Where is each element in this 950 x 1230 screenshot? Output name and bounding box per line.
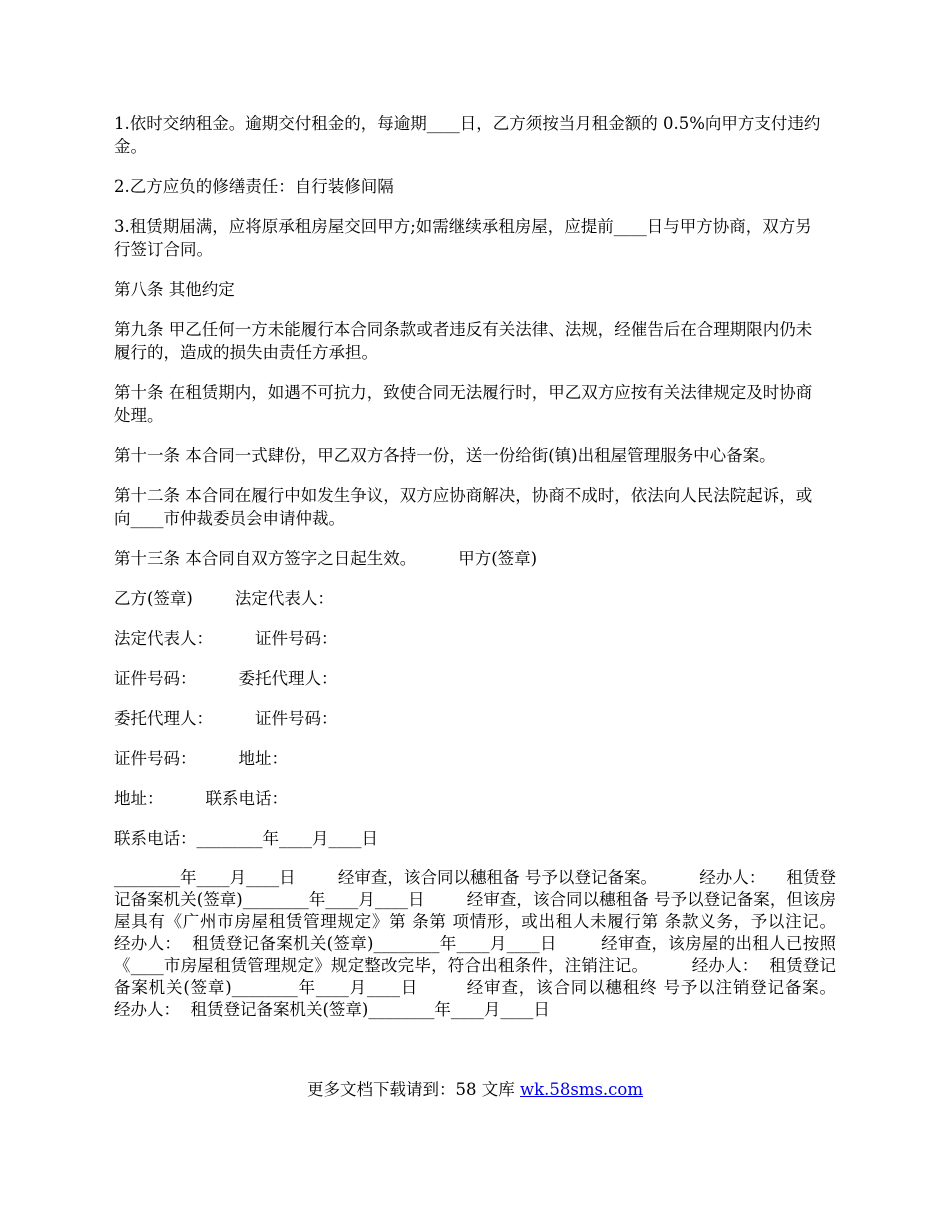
- signature-line: 乙方(签章) 法定代表人：: [114, 589, 334, 608]
- signature-line: 证件号码： 委托代理人：: [114, 669, 338, 688]
- footer-text: 更多文档下载请到：58 文库: [306, 1080, 520, 1099]
- signature-line: 证件号码： 地址：: [114, 749, 288, 768]
- clause-paragraph: 第九条 甲乙任何一方未能履行本合同条款或者违反有关法律、法规，经催告后在合理期限内仍未履行的，造成的损失由责任方承担。: [114, 320, 813, 362]
- signature-line: 法定代表人： 证件号码：: [114, 629, 338, 648]
- section-heading: 第八条 其他约定: [114, 280, 235, 299]
- document-body: [114, 112, 878, 1038]
- footer: [0, 1078, 950, 1101]
- signature-line: 联系电话：________年____月____日: [114, 829, 378, 848]
- signature-line: 地址： 联系电话：: [114, 789, 288, 808]
- clause-paragraph: 第十一条 本合同一式肆份，甲乙双方各持一份，送一份给街(镇)出租屋管理服务中心备案。: [114, 446, 776, 465]
- footer-link[interactable]: wk.58sms.com: [519, 1080, 643, 1099]
- clause-paragraph: 1.依时交纳租金。逾期交付租金的，每逾期____日，乙方须按当月租金额的 0.5%向甲方支付违约金。: [114, 114, 821, 156]
- registration-block: ________年____月____日 经审查，该合同以穗租备 号予以登记备案。 经办人： 租赁登记备案机关(签章)________年____月____日 经审查，该合同以穗租备 号予以登记备案，但该房屋具有《广州市房屋租赁管理规定》第 条第 项情形，或出租人未履行第 条款义务，予以注记。 经办人： 租赁登记备案机关(签章)________年____月____日 经审查，该房屋的出租人已按照《____市房屋租赁管理规定》规定整改完毕，符合出租条件，注销注记。 经办人： 租赁登记备案机关(签章)________年____月____日 经审查，该合同以穗租终 号予以注销登记备案。 经办人： 租赁登记备案机关(签章)________年____月____日: [114, 868, 878, 1019]
- clause-paragraph: 第十二条 本合同在履行中如发生争议，双方应协商解决，协商不成时，依法向人民法院起诉，或向____市仲裁委员会申请仲裁。: [114, 486, 813, 528]
- clause-paragraph: 2.乙方应负的修缮责任：自行装修间隔: [114, 177, 394, 196]
- signature-line: 委托代理人： 证件号码：: [114, 709, 338, 728]
- clause-paragraph: 3.租赁期届满，应将原承租房屋交回甲方;如需继续承租房屋，应提前____日与甲方协商，双方另行签订合同。: [114, 217, 812, 259]
- clause-paragraph: 第十条 在租赁期内，如遇不可抗力，致使合同无法履行时，甲乙双方应按有关法律规定及时协商处理。: [114, 383, 813, 425]
- clause-paragraph: 第十三条 本合同自双方签字之日起生效。 甲方(签章): [114, 549, 538, 568]
